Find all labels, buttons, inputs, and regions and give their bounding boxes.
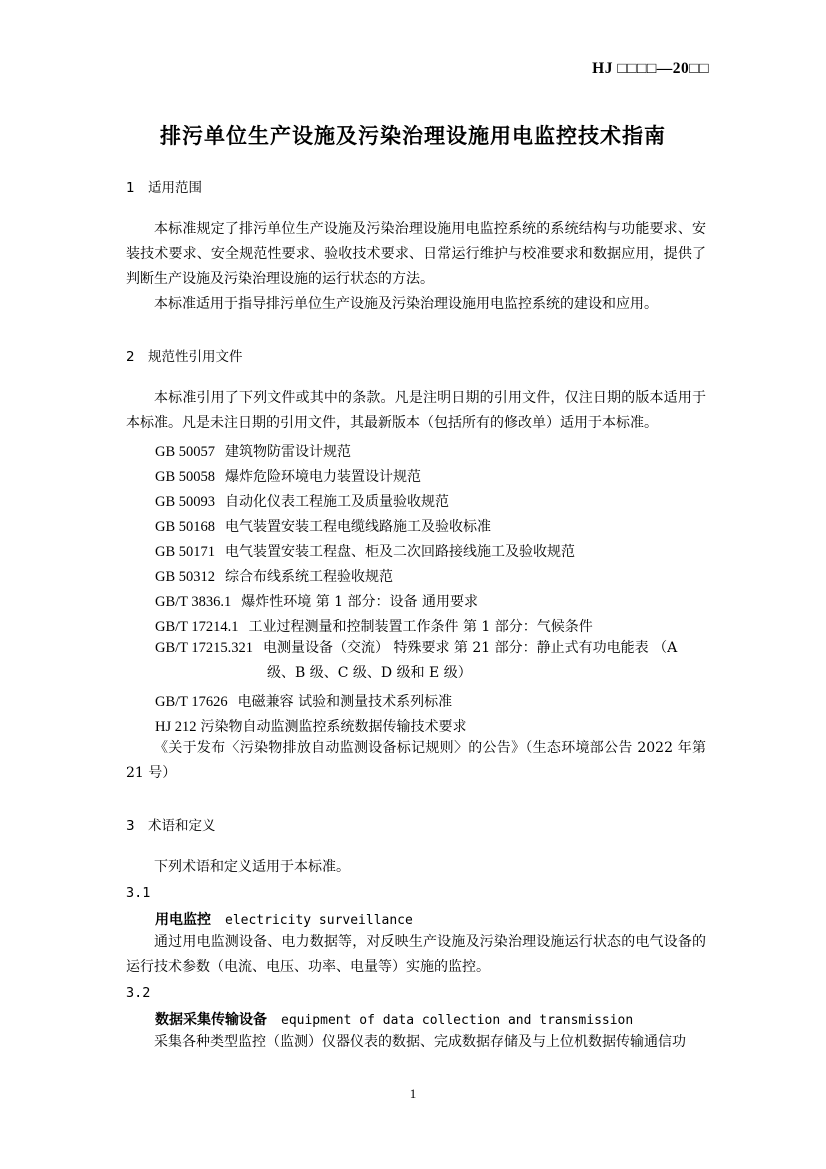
section-heading-2 xyxy=(126,345,243,365)
reference-code: GB 50057 xyxy=(155,444,216,460)
paragraph: 本标准规定了排污单位生产设施及污染治理设施用电监控系统的系统结构与功能要求、安装技术要求、安全规范性要求、验收技术要求、日常运行维护与校准要求和数据应用，提供了判断生产设施及污染治理设施的运行状态的方法。 xyxy=(126,221,706,287)
paragraph: 本标准引用了下列文件或其中的条款。凡是注明日期的引用文件，仅注日期的版本适用于本标准。凡是未注日期的引用文件，其最新版本（包括所有的修改单）适用于本标准。 xyxy=(126,390,706,431)
reference-code: GB/T 3836.1 xyxy=(155,594,232,610)
reference-code: GB 50312 xyxy=(155,569,216,585)
term-english: equipment of data collection and transmission xyxy=(281,1013,634,1028)
clause-number: 3.2 xyxy=(126,985,151,1001)
section-title: 术语和定义 xyxy=(148,818,216,834)
reference-item xyxy=(155,541,575,561)
reference-title: 爆炸性环境 第 1 部分：设备 通用要求 xyxy=(241,594,478,610)
reference-item xyxy=(155,616,593,636)
reference-title: 污染物自动监测监控系统数据传输技术要求 xyxy=(200,719,467,735)
reference-title: 自动化仪表工程施工及质量验收规范 xyxy=(225,494,450,510)
section-title: 规范性引用文件 xyxy=(148,349,243,365)
reference-title-continued: 级、B 级、C 级、D 级和 E 级） xyxy=(267,665,472,681)
reference-code: GB/T 17215.321 xyxy=(155,640,254,656)
clause-number: 3.1 xyxy=(126,885,151,901)
term-definition: 通过用电监测设备、电力数据等，对反映生产设施及污染治理设施运行状态的电气设备的运行技术参数（电流、电压、功率、电量等）实施的监控。 xyxy=(126,934,706,975)
reference-item xyxy=(155,691,452,711)
section-heading-1 xyxy=(126,176,202,196)
reference-item xyxy=(155,441,351,461)
reference-title: 电磁兼容 试验和测量技术系列标准 xyxy=(237,694,453,710)
reference-title: 电测量设备（交流） 特殊要求 第 21 部分：静止式有功电能表 （A xyxy=(263,640,678,656)
reference-item xyxy=(155,516,491,536)
reference-item xyxy=(155,491,449,511)
reference-code: GB 50168 xyxy=(155,519,216,535)
page-number: 1 xyxy=(409,1086,417,1101)
term-english: electricity surveillance xyxy=(225,913,413,928)
doc-number-header: HJ □□□□—20□□ xyxy=(592,60,709,77)
term-chinese: 数据采集传输设备 xyxy=(155,1012,267,1028)
reference-item xyxy=(155,466,421,486)
reference-code: GB 50058 xyxy=(155,469,216,485)
section-title: 适用范围 xyxy=(148,180,202,196)
reference-code: GB/T 17626 xyxy=(155,694,228,710)
section-number: 1 xyxy=(126,180,135,196)
term-entry xyxy=(155,1009,633,1029)
reference-title: 爆炸危险环境电力装置设计规范 xyxy=(225,469,422,485)
reference-code: GB 50093 xyxy=(155,494,216,510)
section-number: 2 xyxy=(126,349,135,365)
term-entry xyxy=(155,909,413,929)
paragraph: 下列术语和定义适用于本标准。 xyxy=(154,859,350,875)
section-number: 3 xyxy=(126,818,135,834)
reference-code: HJ 212 xyxy=(155,719,197,735)
reference-title: 综合布线系统工程验收规范 xyxy=(225,569,394,585)
reference-title: 建筑物防雷设计规范 xyxy=(225,444,352,460)
reference-item xyxy=(155,716,467,736)
reference-title: 电气装置安装工程电缆线路施工及验收标准 xyxy=(225,519,492,535)
term-chinese: 用电监控 xyxy=(155,912,211,928)
reference-code: GB/T 17214.1 xyxy=(155,619,239,635)
section-heading-3 xyxy=(126,814,216,834)
reference-title: 工业过程测量和控制装置工作条件 第 1 部分：气候条件 xyxy=(248,619,593,635)
page-title: 排污单位生产设施及污染治理设施用电监控技术指南 xyxy=(160,124,666,148)
reference-item xyxy=(155,566,393,586)
reference-item xyxy=(155,591,478,611)
paragraph: 本标准适用于指导排污单位生产设施及污染治理设施用电监控系统的建设和应用。 xyxy=(154,296,658,312)
reference-notice: 《关于发布〈污染物排放自动监测设备标记规则〉的公告》（生态环境部公告 2022 年第 21 号） xyxy=(126,740,706,781)
reference-title: 电气装置安装工程盘、柜及二次回路接线施工及验收规范 xyxy=(225,544,576,560)
reference-item xyxy=(155,636,706,686)
term-definition: 采集各种类型监控（监测）仪器仪表的数据、完成数据存储及与上位机数据传输通信功 xyxy=(154,1034,686,1050)
reference-code: GB 50171 xyxy=(155,544,216,560)
